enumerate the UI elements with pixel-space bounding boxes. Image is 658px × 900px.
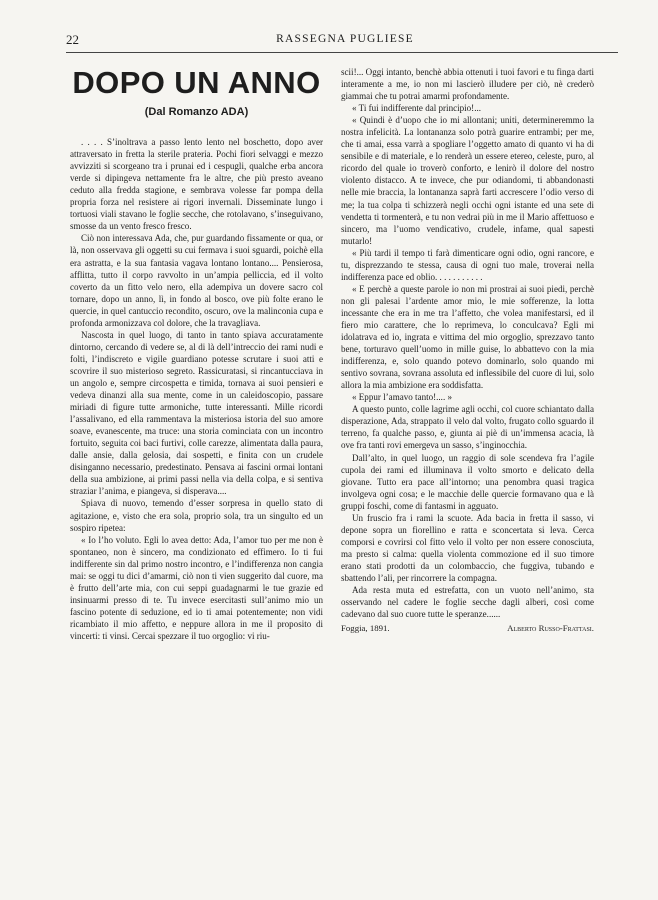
paragraph: « Più tardi il tempo ti farà dimenticare ogni odio, ogni rancore, e tu, disprezzando te stessa, causa di ogni tuo male, troverai nella indifferenza pace ed oblio. . . . . . . . . . . <box>341 247 594 282</box>
paragraph: « Io l’ho voluto. Egli lo avea detto: Ada, l’amor tuo per me non è spontaneo, non è sincero, ma condizionato ed effimero. Io ti fui indifferente sin dal primo nostro incontro, e l’indifferenza non cangia mai: se oggi tu dici d’amarmi, ciò non ti vien suggerito dal cuore, ma è frutto dell’arte mia, con cui seppi guadagnarmi le tue grazie ed insinuarmi presso di te. Tu invece esercitasti sull’animo mio un fascino potente di seduzione, ed io ti amai potentemente; non vidi ricambiato il mio affetto, e neppure allora in me il proposito di vincerti: ti vinsi. Cercai spezzare il tuo orgoglio: vi riu- <box>70 534 323 641</box>
paragraph: A questo punto, colle lagrime agli occhi, col cuore schiantato dalla disperazione, Ada, strappato il velo dal volto, frugato collo sguardo il terreno, fa qualche passo, e, giunta ai piè di un’immensa acacia, là ove fra tanti rovi emergeva un sasso, s’inginocchia. <box>341 404 594 451</box>
paragraph: Nascosta in quel luogo, di tanto in tanto spiava accuratamente dintorno, cercando di vedere se, al di là dell’intreccio dei rami nudi e folti, l’indiscreto e vigile guardiano potesse scrutare i suoi atti e scovrire il suo misterioso segreto. Rassicuratasi, si rincantucciava in un angolo e, sempre circospetta e timida, tornava ai suoi pensieri e vedeva dinanzi alla sua mente, come in un caleidoscopio, passare miriadi di figure tutte armoniche, tutte interessanti. Mille ricordi l’assalivano, ed ella rammentava la misteriosa istoria del suo amore soave, evanescente, ma truce: una storia cominciata con un incontro fortuito, seguita coi baci furtivi, colle carezze, alimentata dalla paura, dalle ansie, dalla gelosia, dai sospetti, e finita con un crudele disinganno necessario, predestinato. Pensava ai fascini ormai lontani della sua ambizione, ai primi passi nella via della colpa, e si sentiva straziar l’anima, e piangeva, si disperava.... <box>70 329 323 497</box>
paragraph: Spiava di nuovo, temendo d’esser sorpresa in quello stato di agitazione, e, visto che era sola, proprio sola, tra un singulto ed un sospiro ripetea: <box>70 498 323 533</box>
paragraph: « Eppur l’amavo tanto!.... » <box>352 392 452 403</box>
article-title: DOPO UN ANNO <box>72 65 321 100</box>
paragraph: . . . . S’inoltrava a passo lento lento nel boschetto, dopo aver attraversato in fretta la sterile prateria. Pochi fiori selvaggi e mezzo avvizziti si scorgeano tra i prunai ed i cespugli, qualche erba ancora verde si dipingeva nettamente fra le altre, che più presto aveano ceduto alla fredda stagione, e sembrava volesse far pompa della propria forza nel resistere ai rigori invernali. Disseminate lungo i tortuosi viali stavano le foglie secche, che rotolavano, s’inseguivano, smosse da un vento fresco fresco. <box>70 137 323 232</box>
page-header <box>66 32 624 52</box>
signature-line <box>341 622 594 634</box>
paragraph: « Ti fui indifferente dal principio!... <box>352 103 481 114</box>
header-rule <box>66 52 618 53</box>
paragraph: Dall’alto, in quel luogo, un raggio di sole scendeva fra l’agile cupola dei rami ed illuminava il volto smorto e delicato della giovane. Tutto era pace all’intorno; una penombra quasi tragica involgeva ogni cosa; e le macchie delle quercie formavano qua e là gruppi foschi, come di fantasmi in agguato. <box>341 452 594 511</box>
paragraph: « E perchè a queste parole io non mi prostrai ai suoi piedi, perchè non gli palesai l’ardente amor mio, le mie sofferenze, la lotta incessante che era in me tra l’affetto, che volea manifestarsi, ed il fiero mio carattere, che lo reprimeva, lo conculcava? Egli mi idolatrava ed io, ingrata e vittima del mio orgoglio, sprezzavo tanto bene, torturavo quell’uomo in mille guise, lo abbattevo con la mia indifferenza, e, solo quando potevo dominarlo, solo quando mi sentivo sovrana, sovrana assoluta ed inflessibile del cuore di lui, solo allora la mia ambizione era soddisfatta. <box>341 283 594 391</box>
paragraph: Ciò non interessava Ada, che, pur guardando fissamente or qua, or là, non osservava gli oggetti su cui fermava i suoi sguardi, poichè ella era astratta, e la sua fantasia vagava lontano lontano.... Pensierosa, afflitta, tutto il corpo ravvolto in un’ampia pelliccia, ed il volto coverto da un fitto velo nero, ella adempiva un dovere sacro col tornare, dopo un anno, lì, in fondo al bosco, ove più folte erano le quercie, in quel cantuccio recondito, oscuro, ove la malinconia cupa e profonda armonizzava col dolore, che la travagliava. <box>70 233 323 328</box>
right-column <box>341 66 594 634</box>
paragraph: scii!... Oggi intanto, benchè abbia ottenuti i tuoi favori e tu finga darti interamente a me, io non mi lascierò illudere per ciò, nè crederò giammai che tu potrai amarmi profondamente. <box>341 67 594 102</box>
left-column <box>70 66 323 642</box>
author-name: Alberto Russo-Frattasi. <box>507 623 594 634</box>
page-number: 22 <box>66 32 79 47</box>
paragraph: Ada resta muta ed estrefatta, con un vuoto nell’animo, sta osservando nel cadere le foglie secche dagli alberi, così come cadevano dal suo cuore tutte le speranze...... <box>341 585 594 620</box>
place-date: Foggia, 1891. <box>341 623 390 634</box>
running-head: RASSEGNA PUGLIESE <box>276 33 414 45</box>
paragraph: Un fruscio fra i rami la scuote. Ada bacia in fretta il sasso, vi depone sopra un fiorellino e ratta e sconcertata si leva. Cerca comporsi e covrirsi col fitto velo il volto per non essere conosciuta, ma presto si calma: quella violenta commozione ed il suo timore erano stati prodotti da un colombaccio, che fuggiva, tubando e sbattendo l’ali, per rincorrere la compagna. <box>341 512 594 583</box>
paragraph: « Quindi è d’uopo che io mi allontani; uniti, determineremmo la nostra infelicità. La lontananza solo potrà guarire entrambi; per me, che ti amai, essa varrà a spogliare l’oggetto amato di quanto vi ha di sensibile e di materiale, e lo renderà un essere etereo, celeste, puro, al ricordo del quale io troverò conforto, e lenirò il dolore del nostro violento distacco. A te invece, che pur odiandomi, ti abbandonasti nelle mie braccia, la lontananza saprà farti accrescere l’odio verso di me; la tua colpa ti schizzerà negli occhi ogni istante ed una sete di vendetta ti tormenterà, e tu non vedrai più in me il Mario affettuoso e sincero, ma l’uomo vendicativo, crudele, infame, qual sapesti mutarlo! <box>341 115 594 246</box>
article-subtitle: (Dal Romanzo ADA) <box>144 106 249 118</box>
